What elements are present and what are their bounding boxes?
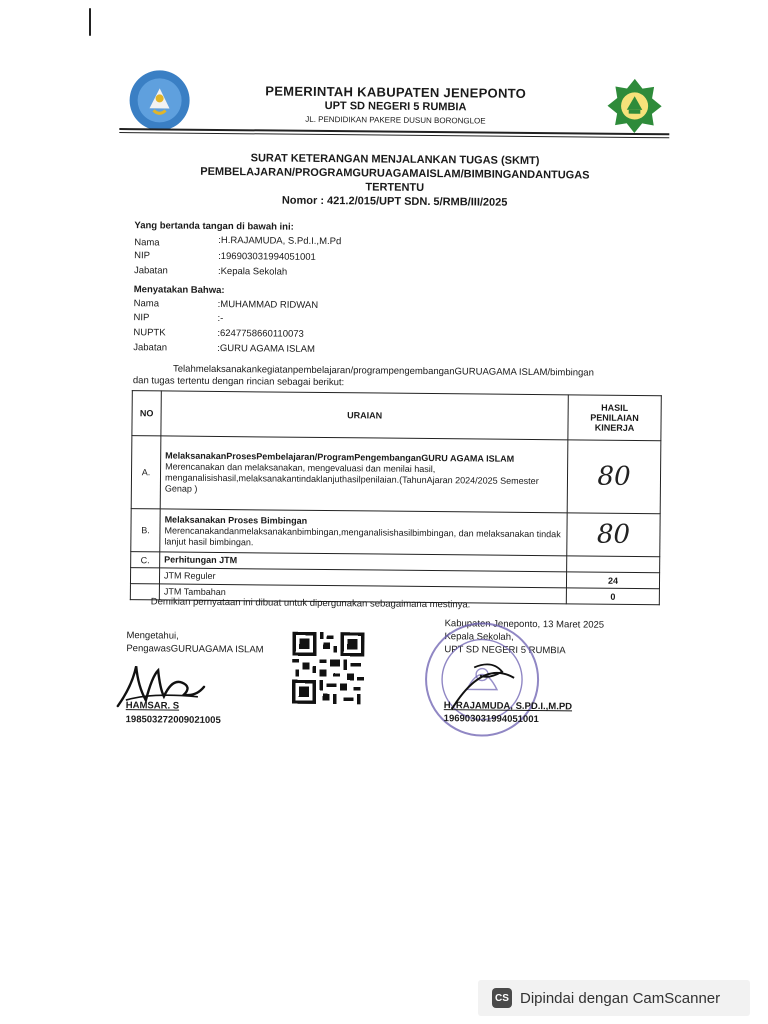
jtm-reguler-label: JTM Reguler: [159, 568, 566, 588]
table-row: [131, 509, 660, 557]
jtm-reguler-value: 24: [566, 572, 659, 589]
task-table: [130, 390, 662, 605]
signer-nip-label: NIP: [134, 250, 151, 262]
header-score: [568, 395, 661, 441]
header-uraian: URAIAN: [161, 391, 568, 440]
row-a-title: MelaksanakanProsesPembelajaran/ProgramPengembanganGURU AGAMA ISLAM: [165, 450, 515, 464]
pen-mark: [89, 8, 91, 36]
row-a-no: A.: [131, 436, 161, 509]
school-name: UPT SD NEGERI 5 RUMBIA: [324, 99, 467, 114]
jtm-tambahan-label: JTM Tambahan: [159, 584, 566, 604]
left-sig-nip: 198503272009021005: [125, 714, 221, 727]
document-title-line1: SURAT KETERANGAN MENJALANKAN TUGAS (SKMT): [250, 152, 540, 168]
intro-text-line2: dan tugas tertentu dengan rincian sebagai berikut:: [132, 375, 345, 389]
subject-position-value: :GURU AGAMA ISLAM: [217, 342, 315, 355]
signer-heading: Yang bertanda tangan di bawah ini:: [134, 220, 294, 233]
subject-name-value: :MUHAMMAD RIDWAN: [217, 298, 319, 311]
row-b-body: Merencanakandanmelaksanakanbimbingan,menganalisishasilbimbingan, dan melaksanakan tindak lanjut hasil bimbingan.: [164, 524, 561, 547]
school-address: JL. PENDIDIKAN PAKERE DUSUN BORONGLOE: [305, 114, 486, 126]
table-row: [131, 436, 661, 514]
right-sig-name: H. RAJAMUDA, S.PD.I.,M.PD: [443, 700, 573, 713]
closing-text: Demikian pernyataan ini dibuat untuk dipergunakan sebagaimana mestinya.: [150, 596, 471, 611]
subject-nip-value: :-: [217, 312, 224, 325]
subject-nuptk-value: :6247758660110073: [217, 327, 304, 340]
right-sig-nip: 196903031994051001: [443, 713, 539, 726]
row-c-empty: [567, 556, 660, 573]
camscanner-icon: CS: [492, 988, 512, 1008]
left-sig-line2: PengawasGURUAGAMA ISLAM: [126, 643, 264, 656]
header-score-line2: PENILAIAN: [590, 412, 639, 424]
row-a-body: Merencanakan dan melaksanakan, mengevaluasi dan menilai hasil, menganalisishasil,melaksanakantindaklanjuthasilpenilaian.(TahunAjaran 2024/2025 Semester Genap ): [164, 461, 539, 494]
jtm-tambahan-value: 0: [566, 588, 659, 605]
camscanner-label: Dipindai dengan CamScanner: [520, 989, 721, 1007]
camscanner-badge: [478, 980, 750, 1016]
document-sheet: [111, 60, 674, 765]
signer-position-label: Jabatan: [133, 265, 168, 277]
subject-nuptk-label: NUPTK: [133, 327, 166, 339]
left-sig-name: HAMSAR. S: [125, 700, 180, 712]
row-a-description: [160, 436, 568, 513]
right-sig-school: UPT SD NEGERI 5 RUMBIA: [444, 644, 566, 657]
document-title-line2: PEMBELAJARAN/PROGRAMGURUAGAMAISLAM/BIMBINGANDANTUGAS: [200, 165, 590, 182]
document-title-line3: TERTENTU: [365, 181, 425, 194]
signer-position-value: :Kepala Sekolah: [217, 265, 288, 278]
government-title: PEMERINTAH KABUPATEN JENEPONTO: [265, 83, 527, 101]
header-no: NO: [132, 391, 161, 436]
signer-name-value: :H.RAJAMUDA, S.Pd.I.,M.Pd: [218, 234, 342, 248]
document-number: Nomor : 421.2/015/UPT SDN. 5/RMB/III/2025: [281, 194, 508, 209]
row-b-no: B.: [131, 509, 160, 552]
subject-nip-label: NIP: [133, 312, 150, 324]
table-header-row: [132, 391, 661, 441]
row-c-no: C.: [131, 552, 160, 568]
left-sig-line1: Mengetahui,: [126, 630, 179, 642]
right-sig-place-date: Kabupaten Jeneponto, 13 Maret 2025: [444, 618, 605, 631]
row-b-description: [160, 509, 567, 556]
header-score-line3: KINERJA: [594, 422, 635, 433]
signer-name-label: Nama: [134, 237, 160, 249]
row-b-title: Melaksanakan Proses Bimbingan: [164, 513, 308, 526]
row-c-title: Perhitungan JTM: [160, 552, 567, 572]
subject-name-label: Nama: [133, 298, 160, 310]
header-score-line1: HASIL: [601, 402, 629, 413]
right-sig-position: Kepala Sekolah,: [444, 631, 514, 643]
row-b-score: 80: [567, 513, 660, 557]
row-a-score: 80: [567, 440, 661, 514]
intro-text-line1: Telahmelaksanakankegiatanpembelajaran/programpengembanganGURUAGAMA ISLAM/bimbingan: [172, 363, 594, 379]
qr-code-icon: [292, 632, 365, 705]
signer-nip-value: :196903031994051001: [218, 250, 316, 263]
jtm-reguler-no: [130, 568, 159, 584]
subject-heading: Menyatakan Bahwa:: [133, 284, 225, 297]
subject-position-label: Jabatan: [133, 342, 168, 354]
